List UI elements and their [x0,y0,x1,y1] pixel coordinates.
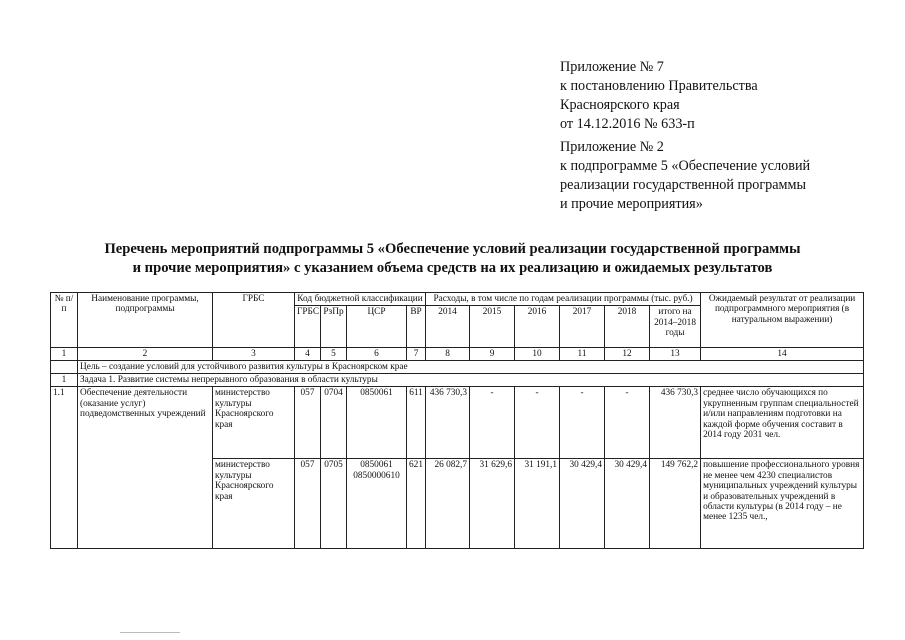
value-2014: 26 082,7 [426,459,470,549]
col-number: 9 [470,348,515,361]
col-number: 2 [78,348,213,361]
col-number: 5 [321,348,347,361]
col-number: 11 [560,348,605,361]
grbs-name: министерство культуры Красноярского края [213,387,295,459]
col-number: 6 [347,348,407,361]
value-2016: - [515,387,560,459]
value-total: 149 762,2 [650,459,701,549]
task-text: Задача 1. Развитие системы непрерывного образования в области культуры [78,374,864,387]
goal-num [51,361,78,374]
col-number: 7 [407,348,426,361]
col-number: 3 [213,348,295,361]
col-number: 12 [605,348,650,361]
task-row [51,374,864,387]
appendix-line: и прочие мероприятия» [560,196,703,212]
scan-artifact-line [120,632,180,633]
table-row [51,387,864,459]
measures-table [50,292,864,549]
document-title [0,240,905,278]
col-number: 4 [295,348,321,361]
header-budget-code: Код бюджетной классификации [295,293,426,306]
value-2017: - [560,387,605,459]
subheader-2018: 2018 [605,306,650,348]
col-number: 10 [515,348,560,361]
row-num: 1.1 [51,387,78,549]
value-2018: - [605,387,650,459]
code-csr: 0850061 [347,387,407,459]
value-total: 436 730,3 [650,387,701,459]
goal-text: Цель – создание условий для устойчивого развития культуры в Красноярском крае [78,361,864,374]
subheader-2016: 2016 [515,306,560,348]
appendix-7-block [560,58,758,134]
value-2017: 30 429,4 [560,459,605,549]
code-grbs: 057 [295,387,321,459]
header-result: Ожидаемый результат от реализации подпрограммного мероприятия (в натуральном выражении) [701,293,864,348]
header-grbs: ГРБС [213,293,295,348]
column-number-row [51,348,864,361]
expected-result: повышение профессионального уровня не менее чем 4230 специалистов муниципальных учреждений культуры и образовательных учреждений в области культуры (в 2014 году – не менее 1235 чел., [701,459,864,549]
appendix-2-block [560,138,810,214]
code-vr: 621 [407,459,426,549]
grbs-name: министерство культуры Красноярского края [213,459,295,549]
subheader-csr: ЦСР [347,306,407,348]
value-2016: 31 191,1 [515,459,560,549]
title-line-1: Перечень мероприятий подпрограммы 5 «Обеспечение условий реализации государственной программы [104,241,801,257]
appendix-line: Приложение № 7 [560,59,664,75]
subheader-rzpr: РзПр [321,306,347,348]
appendix-line: к подпрограмме 5 «Обеспечение условий [560,158,811,174]
appendix-line: Приложение № 2 [560,139,664,155]
value-2014: 436 730,3 [426,387,470,459]
code-vr: 611 [407,387,426,459]
col-number: 8 [426,348,470,361]
task-num: 1 [51,374,78,387]
header-num: № п/п [51,293,78,348]
col-number: 14 [701,348,864,361]
expected-result: среднее число обучающихся по укрупненным группам специальностей и/или направлениям подготовки на каждой форме обучения составит в 2014 году 2031 чел. [701,387,864,459]
subheader-2014: 2014 [426,306,470,348]
header-expenses: Расходы, в том числе по годам реализации программы (тыс. руб.) [426,293,701,306]
goal-row [51,361,864,374]
value-2015: - [470,387,515,459]
subheader-total: итого на 2014–2018 годы [650,306,701,348]
value-2015: 31 629,6 [470,459,515,549]
appendix-line: Красноярского края [560,97,680,113]
appendix-line: к постановлению Правительства [560,78,758,94]
subheader-grbs: ГРБС [295,306,321,348]
appendix-line: реализации государственной программы [560,177,807,193]
appendix-line: от 14.12.2016 № 633-п [560,116,695,132]
code-rzpr: 0705 [321,459,347,549]
col-number: 13 [650,348,701,361]
code-grbs: 057 [295,459,321,549]
header-name: Наименование программы, подпрограммы [78,293,213,348]
subheader-2015: 2015 [470,306,515,348]
col-number: 1 [51,348,78,361]
value-2018: 30 429,4 [605,459,650,549]
title-line-2: и прочие мероприятия» с указанием объема средств на их реализацию и ожидаемых результатов [132,260,773,276]
subheader-2017: 2017 [560,306,605,348]
code-rzpr: 0704 [321,387,347,459]
code-csr: 0850061 0850000610 [347,459,407,549]
table-header-row [51,293,864,306]
measure-name: Обеспечение деятельности (оказание услуг) подведомственных учреждений [78,387,213,549]
subheader-vr: ВР [407,306,426,348]
